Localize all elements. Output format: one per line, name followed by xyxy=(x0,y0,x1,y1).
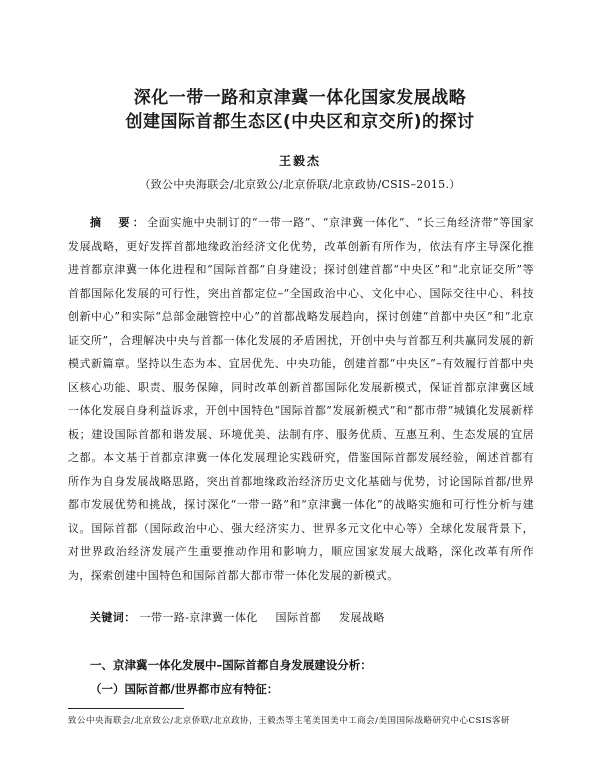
abstract xyxy=(68,211,534,587)
subsection-heading-1: （一）国际首都/世界都市应有特征： xyxy=(90,682,279,696)
abstract-label: 摘 要： xyxy=(90,216,148,229)
footnote: 致公中央海联会/北京致公/北京侨联/北京政协，王毅杰等主笔美国美中工商会/美国国际战略研究中心CSIS客研 xyxy=(68,716,510,726)
author-name: 王毅杰 xyxy=(278,154,321,168)
keywords-label: 关键词： xyxy=(90,611,136,624)
footnote-divider xyxy=(68,708,184,709)
paper-title-line-1: 深化一带一路和京津冀一体化国家发展战略 xyxy=(133,88,467,108)
author-affiliation: （致公中央海联会/北京致公/北京侨联/北京政协/CSIS–2015.） xyxy=(139,178,461,191)
keyword-item: 一带一路-京津冀一体化 xyxy=(139,611,258,624)
paper-title-line-2: 创建国际首都生态区(中央区和京交所)的探讨 xyxy=(125,112,475,132)
keyword-item: 发展战略 xyxy=(339,611,385,624)
keyword-item: 国际首都 xyxy=(275,611,322,624)
keywords xyxy=(90,609,399,625)
abstract-text: 全面实施中央制订的“一带一路”、“京津冀一体化”、“长三角经济带”等国家发展战略，更好发挥首都地缘政治经济文化优势，改革创新有所作为，依法有序主导深化推进首都京津冀一体化进程和“国际首都”自身建设；探讨创建首都“中央区”和“北京证交所”等首都国际化发展的可行性，突出首都定位–“全国政治中心、文化中心、国际交往中心、科技创新中心”和实际“总部金融管控中心”的首都战略发展趋向，探讨创建“首都中央区”和“北京证交所”，合理解决中央与首都一体化发展的矛盾困扰，开创中央与首都互利共赢同发展的新模式新篇章。坚持以生态为本、宜居优先、中央功能，创建首都“中央区”–有效履行首都中央区核心功能、职责、服务保障，同时改革创新首都国际化发展新模式，保证首都京津冀区域一体化发展自身利益诉求，开创中国特色“国际首都”发展新模式”和“都市带”城镇化发展新样板；建设国际首都和谐发展、环境优美、法制有序、服务优质、互惠互利、生态发展的宜居之都。本文基于首都京津冀一体化发展理论实践研究，借鉴国际首都发展经验，阐述首都有所作为自身发展战略思路，突出首都地缘政治经济历史文化基础与优势，讨论国际首都/世界都市发展优势和挑战，探讨深化“一带一路”和“京津冀一体化”的战略实施和可行性分析与建议。国际首都（国际政治中心、强大经济实力、世界多元文化中心等）全球化发展背景下，对世界政治经济发展产生重要推动作用和影响力，顺应国家发展大战略，深化改革有所作为，探索创建中国特色和国际首都大都市带一体化发展的新模式。 xyxy=(68,216,535,582)
section-heading-1: 一、京津冀一体化发展中–国际首都自身发展建设分析： xyxy=(90,658,372,672)
